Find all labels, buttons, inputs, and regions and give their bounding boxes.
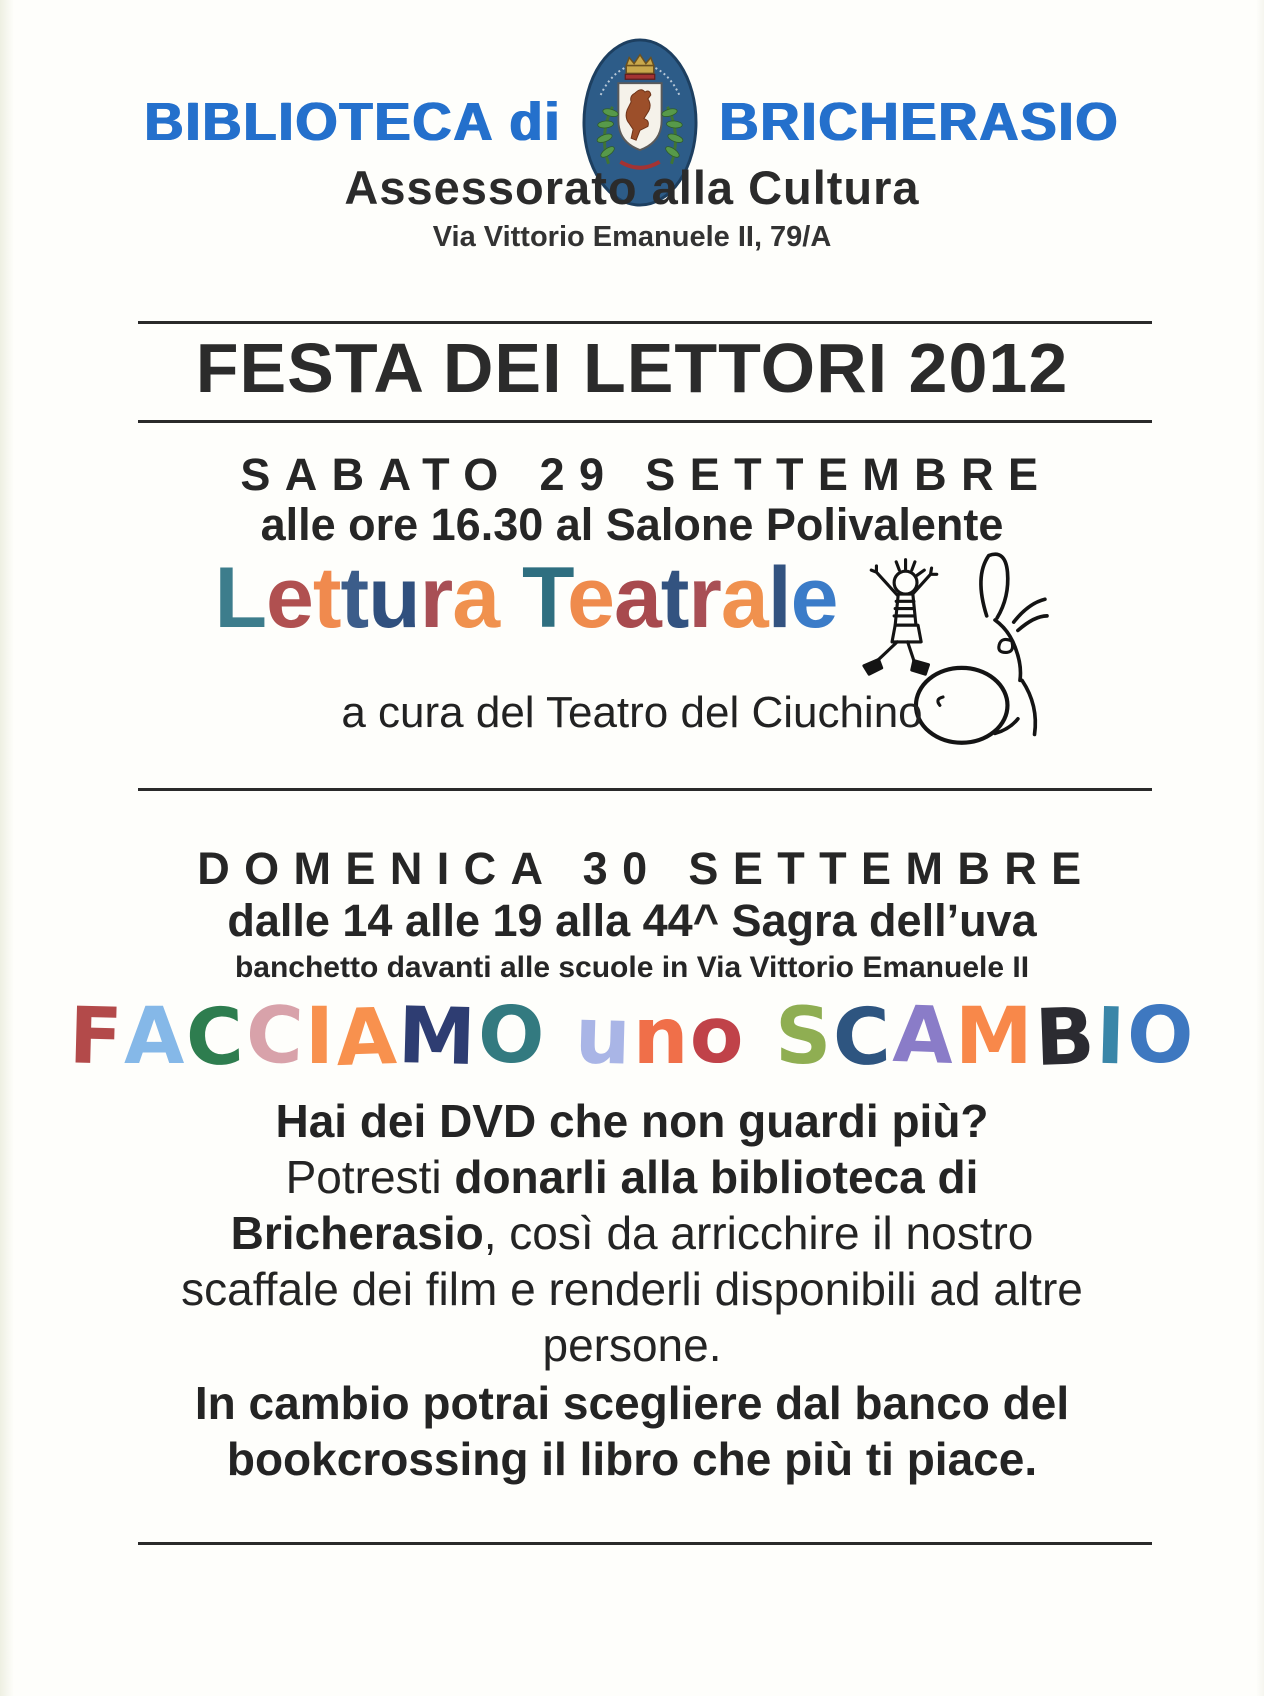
body-line: Hai dei DVD che non guardi più? [275, 1095, 989, 1147]
body-line: bookcrossing il libro che più ti piace. [226, 1433, 1038, 1485]
body-line: persone. [542, 1319, 722, 1371]
saturday-credit-line: a cura del Teatro del Ciuchino [341, 688, 923, 737]
page-title: FESTA DEI LETTORI 2012 [195, 329, 1069, 407]
saturday-time-line: alle ore 16.30 al Salone Polivalente [260, 499, 1004, 550]
sunday-time-line: dalle 14 alle 19 alla 44^ Sagra dell’uva [227, 895, 1037, 946]
body-line: Bricherasio, così da arricchire il nostro [230, 1207, 1034, 1259]
lettura-teatrale-title: Lettura Teatrale [214, 550, 838, 646]
library-name-left: BIBLIOTECA di [144, 92, 562, 152]
facciamo-uno-scambio-title: FACCIAMO uno SCAMBIO [67, 989, 1197, 1085]
sunday-location-line: banchetto davanti alle scuole in Via Vittorio Emanuele II [234, 951, 1030, 984]
department-line: Assessorato alla Cultura [344, 161, 920, 214]
body-line: scaffale dei film e renderli disponibili ad altre [181, 1263, 1083, 1315]
library-name-right: BRICHERASIO [719, 92, 1120, 152]
body-line: In cambio potrai scegliere dal banco del [194, 1377, 1070, 1429]
body-line: Potresti donarli alla biblioteca di [285, 1151, 979, 1203]
divider-line [138, 788, 1152, 791]
divider-line [138, 1542, 1152, 1545]
sunday-date-line: DOMENICA 30 SETTEMBRE [197, 843, 1096, 894]
address-line: Via Vittorio Emanuele II, 79/A [432, 221, 832, 253]
divider-line [138, 321, 1152, 324]
saturday-date-line: SABATO 29 SETTEMBRE [240, 449, 1053, 500]
divider-line [138, 420, 1152, 423]
